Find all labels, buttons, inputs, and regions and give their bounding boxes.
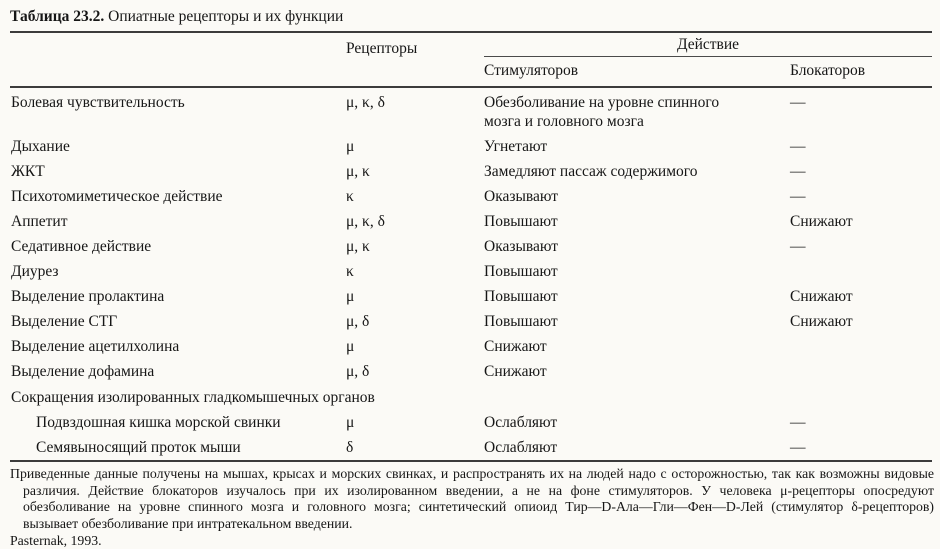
table-row: [10, 284, 932, 309]
table-row: [10, 309, 932, 334]
cell-stimulators: [484, 435, 790, 461]
table-row: [10, 435, 932, 461]
cell-stimulators-text: Обезболивание на уровне спинного мозга и головного мозга: [484, 94, 720, 130]
cell-blockers: —: [790, 238, 806, 255]
cell-stimulators-text: Повышают: [484, 213, 558, 230]
table-title: Опиатные рецепторы и их функции: [108, 8, 344, 25]
cell-stimulators-text: Ослабляют: [484, 439, 558, 456]
cell-blockers: [790, 359, 932, 384]
table-row: [10, 184, 932, 209]
cell-stimulators: [484, 209, 790, 234]
cell-blockers: —: [790, 138, 806, 155]
cell-function: Выделение дофамина: [11, 363, 155, 380]
cell-stimulators: [484, 134, 790, 159]
cell-stimulators-text: Повышают: [484, 313, 558, 330]
cell-function: Выделение ацетилхолина: [11, 338, 180, 355]
cell-stimulators: [484, 259, 790, 284]
cell-stimulators: [484, 309, 790, 334]
cell-function: Аппетит: [11, 213, 68, 230]
cell-receptors: κ: [346, 263, 354, 280]
cell-receptors: μ, δ: [346, 313, 370, 330]
table-footnote: [10, 466, 934, 549]
table-row: [10, 334, 932, 359]
table-caption: [10, 7, 932, 27]
column-header-blockers: Блокаторов: [790, 62, 866, 79]
cell-receptors: μ, κ: [346, 163, 370, 180]
cell-function: Седативное действие: [11, 238, 152, 255]
table-row: [10, 87, 932, 134]
cell-stimulators: [484, 359, 790, 384]
cell-stimulators-text: Замедляют пассаж содержимого: [484, 163, 698, 180]
column-header-action: Действие: [484, 32, 932, 57]
section-header-label: Сокращения изолированных гладкомышечных органов: [11, 389, 375, 406]
cell-blockers: —: [790, 414, 806, 431]
cell-blockers: [790, 334, 932, 359]
section-header-row: [10, 384, 932, 410]
cell-function: Подвздошная кишка морской свинки: [36, 414, 281, 431]
cell-receptors: δ: [346, 439, 354, 456]
column-header-receptors: Рецепторы: [346, 40, 418, 57]
cell-receptors: μ: [346, 138, 355, 155]
cell-stimulators-text: Ослабляют: [484, 414, 558, 431]
cell-blockers: Снижают: [790, 313, 853, 330]
cell-function: Выделение СТГ: [11, 313, 118, 330]
header-row-top: [10, 32, 932, 57]
cell-function: Семявыносящий проток мыши: [36, 439, 241, 456]
table-body: [10, 87, 932, 461]
table-number: Таблица 23.2.: [10, 8, 105, 25]
table-row: [10, 259, 932, 284]
cell-stimulators-text: Угнетают: [484, 138, 548, 155]
cell-stimulators-text: Повышают: [484, 263, 558, 280]
header-empty-cell: [10, 32, 346, 87]
cell-stimulators-text: Повышают: [484, 288, 558, 305]
cell-blockers: —: [790, 439, 806, 456]
footnote-text: Приведенные данные получены на мышах, крысах и морских свинках, и распространять их на людей надо с осторожностью, так как возможны видовые различия. Действие блокаторов изучалось при их изолированном введении, а не на фоне стимуляторов. У человека μ-рецепторы опосредуют обезболивание на уровне спинного мозга и головного мозга; синтетический опиоид Тир—D-Ала—Гли—Фен—D-Лей (стимулятор δ-рецепторов) вызывает обезболивание при интратекальном введении.: [10, 466, 934, 531]
table-row: [10, 234, 932, 259]
table-row: [10, 134, 932, 159]
cell-function: ЖКТ: [11, 163, 45, 180]
cell-function: Диурез: [11, 263, 59, 280]
cell-blockers: —: [790, 87, 932, 134]
table-row: [10, 209, 932, 234]
cell-receptors: μ, κ, δ: [346, 87, 484, 134]
cell-stimulators-text: Снижают: [484, 363, 547, 380]
cell-receptors: μ, κ: [346, 238, 370, 255]
cell-stimulators-text: Оказывают: [484, 238, 559, 255]
table-row: [10, 159, 932, 184]
cell-stimulators: [484, 159, 790, 184]
cell-blockers: Снижают: [790, 288, 853, 305]
table-row: [10, 359, 932, 384]
column-header-stimulators: Стимуляторов: [484, 62, 579, 79]
cell-receptors: μ: [346, 288, 355, 305]
table-header: [10, 32, 932, 87]
cell-function: Выделение пролактина: [11, 288, 165, 305]
cell-receptors: μ, δ: [346, 363, 370, 380]
cell-receptors: μ, κ, δ: [346, 213, 385, 230]
cell-function: Дыхание: [11, 138, 70, 155]
cell-function: Психотомиметическое действие: [11, 188, 223, 205]
opiate-receptors-table: [10, 31, 932, 462]
footnote-source: Pasternak, 1993.: [10, 533, 102, 548]
cell-stimulators: [484, 87, 790, 134]
cell-stimulators-text: Снижают: [484, 338, 547, 355]
cell-blockers: [790, 259, 932, 284]
cell-stimulators: [484, 184, 790, 209]
cell-receptors: μ: [346, 338, 355, 355]
cell-receptors: κ: [346, 188, 354, 205]
cell-blockers: —: [790, 188, 806, 205]
cell-stimulators: [484, 410, 790, 435]
cell-stimulators: [484, 284, 790, 309]
cell-stimulators-text: Оказывают: [484, 188, 559, 205]
cell-stimulators: [484, 234, 790, 259]
table-row: [10, 410, 932, 435]
cell-receptors: μ: [346, 414, 355, 431]
cell-blockers: —: [790, 163, 806, 180]
cell-stimulators: [484, 334, 790, 359]
cell-function: Болевая чувствительность: [10, 87, 346, 134]
cell-blockers: Снижают: [790, 213, 853, 230]
